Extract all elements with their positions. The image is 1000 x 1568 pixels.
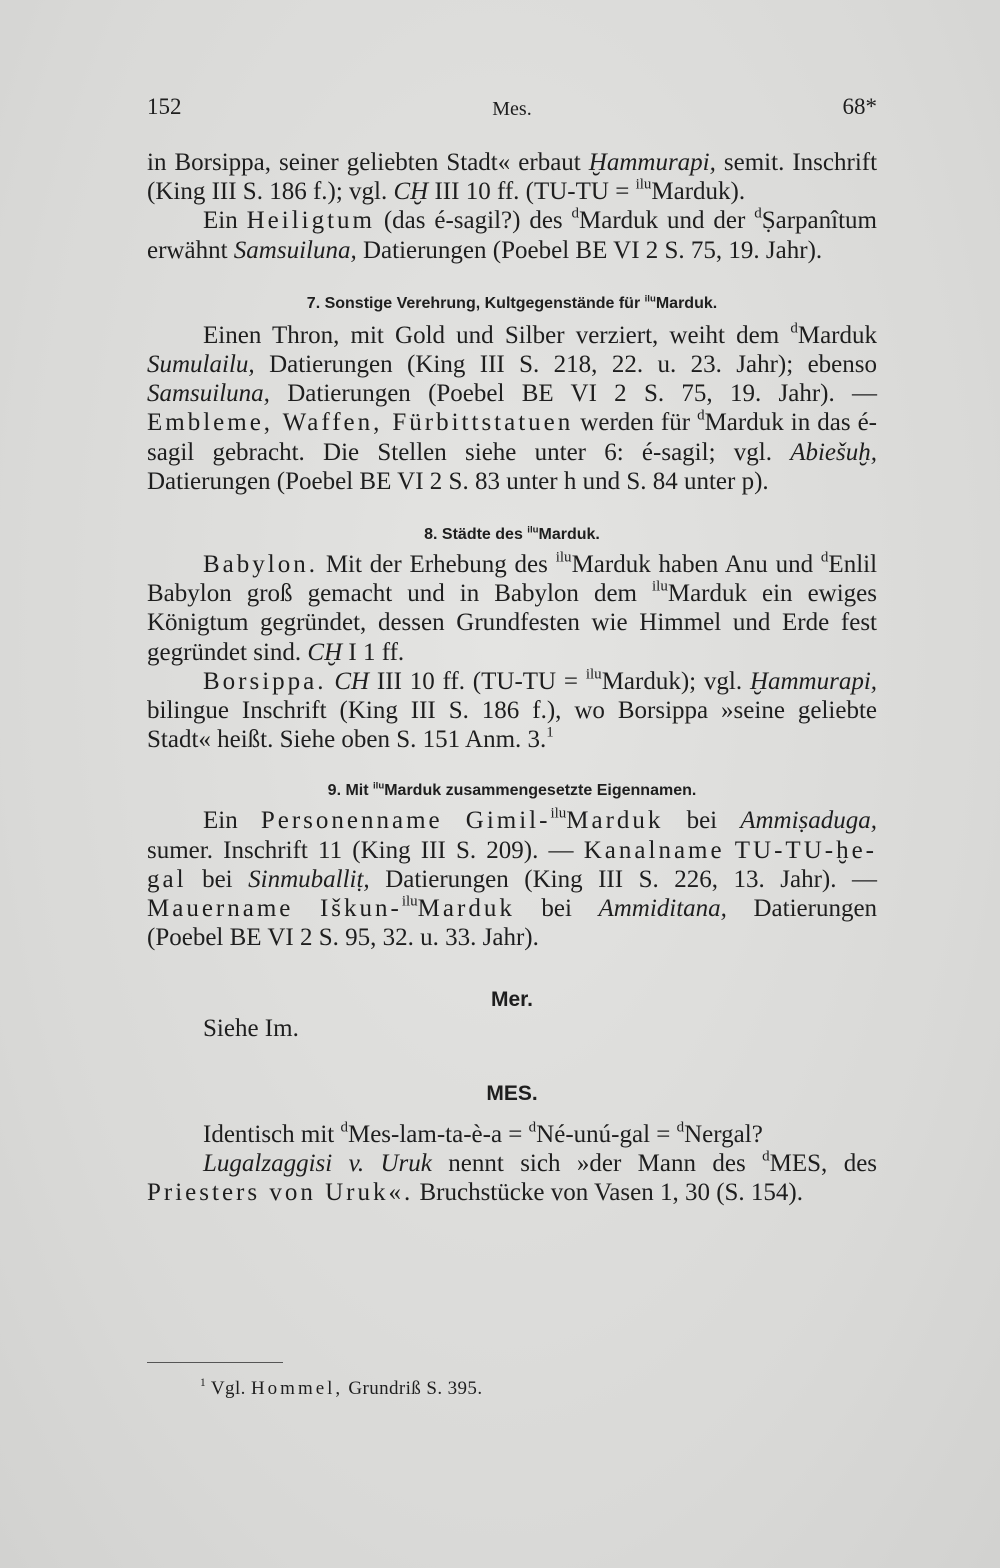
babylon-paragraph: Babylon. Mit der Erhebung des $^{ilu}$Marduk haben Anu und $^d$Enlil Babylon groß gemacht und in Babylon dem $^{ilu}$Marduk ein ewiges Königtum gegründet, dessen Grundfesten wie Himmel und Erde fest gegründet sind. CḪ I 1 ff. [147,549,878,666]
intro-paragraph: in Borsippa, seiner geliebten Stadt« erbaut Ḫammurapi, semit. Inschrift (King III S. 186 f.); vgl. CḪ III 10 ff. (TU-TU = $^{ilu}$Marduk). [147,149,878,206]
page-number: 152 [147,94,182,119]
footnote-divider [147,1362,283,1363]
mes-paragraph-1: Identisch mit $^d$Mes-lam-ta-è-a = $^d$Né-unú-gal = $^d$Nergal? [203,1119,763,1148]
main-text-column [147,148,877,1207]
section-7-heading: 7. Sonstige Verehrung, Kultgegenstände für $^{ilu}$Marduk. [306,293,718,312]
mer-text: Siehe Im. [203,1015,299,1043]
section-9-paragraph: Ein Personenname Gimil-$^{ilu}$Marduk bei Ammiṣaduga, sumer. Inschrift 11 (King III S. 209). — Kanalname TU-TU-ḫe-gal bei Sinmuballiṭ, Datierungen (King III S. 226, 13. Jahr). — Mauername Iškun-$^{ilu}$Marduk bei Ammiditana, Datierungen (Poebel BE VI 2 S. 95, 32. u. 33. Jahr). [147,805,878,952]
section-8-heading: 8. Städte des $^{ilu}$Marduk. [424,524,600,544]
heiligtum-paragraph: Ein Heiligtum (das é-sagil?) des $^d$Marduk und der $^d$Ṣarpanîtum erwähnt Samsuiluna, Datierungen (Poebel BE VI 2 S. 75, 19. Jahr). [147,205,877,264]
footnote: $^1$ Vgl. Hommel, Grundriß S. 395. [200,1377,483,1399]
running-title: Mes. [492,98,532,120]
page-header [147,94,877,130]
footnote-marker: 1 [546,724,554,741]
section-9-heading: 9. Mit $^{ilu}$Marduk zusammengesetzte Eigennamen. [327,780,697,800]
lemma-mes: MES. [486,1081,538,1105]
lemma-mer: Mer. [490,988,534,1012]
mes-paragraph-2: Lugalzaggisi v. Uruk nennt sich »der Mann des $^d$MES, des Priesters von Uruk«. Bruchstücke von Vasen 1, 30 (S. 154). [147,1148,878,1207]
section-7-paragraph: Einen Thron, mit Gold und Silber verziert, weiht dem $^d$Marduk Sumulailu, Datierungen (King III S. 218, 22. u. 23. Jahr); ebenso Samsuiluna, Datierungen (Poebel BE VI 2 S. 75, 19. Jahr). — Embleme, Waffen, Fürbittstatuen werden für $^d$Marduk in das é-sagil gebracht. Die Stellen siehe unter 6: é-sagil; vgl. Abiešuḫ, Datierungen (Poebel BE VI 2 S. 83 unter h und S. 84 unter p). [147,320,878,495]
borsippa-paragraph: Borsippa. CH III 10 ff. (TU-TU = $^{ilu}$Marduk); vgl. Ḫammurapi, bilingue Inschrift (King III S. 186 f.), wo Borsippa »seine geliebte Stadt« heißt. Siehe oben S. 151 Anm. 3.$^1$ [147,666,878,754]
section-reference: 68* [842,94,877,119]
